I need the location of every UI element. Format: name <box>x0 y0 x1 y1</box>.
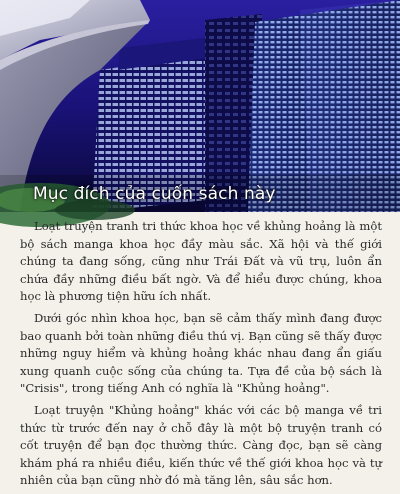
section-heading: Mục đích của cuốn sách này <box>33 184 276 204</box>
paragraph: Loạt truyện "Khủng hoảng" khác với các bộ manga về tri thức từ trước đến nay ở chỗ đây là một bộ truyện tranh có cốt truyện để bạn đọc thường thức. Càng đọc, bạn sẽ càng khám phá ra nhiều điều, kiến thức về thế giới khoa học và tự nhiên của bạn cũng nhờ đó mà tăng lên, sâu sắc hơn. <box>20 402 382 488</box>
paragraph: Dưới góc nhìn khoa học, bạn sẽ cảm thấy mình đang được bao quanh bởi toàn những điều thú vị. Bạn cũng sẽ thấy được những nguy hiểm và khủng hoảng khác nhau đang ẩn giấu xung quanh cuộc sống của chúng ta. Tựa đề của bộ sách là "Crisis", trong tiếng Anh có nghĩa là "Khủng hoảng". <box>20 310 382 396</box>
paragraph: Loạt truyện tranh tri thức khoa học về khủng hoảng là một bộ sách manga khoa học đầy màu sắc. Xã hội và thế giới chúng ta đang sống, cũng như Trái Đất và vũ trụ, luôn ẩn chứa đầy những điều bất ngờ. Và để hiểu được chúng, khoa học là phương tiện hữu ích nhất. <box>20 219 382 304</box>
night-skyscrapers-photo <box>0 0 400 212</box>
body-text <box>20 218 382 494</box>
